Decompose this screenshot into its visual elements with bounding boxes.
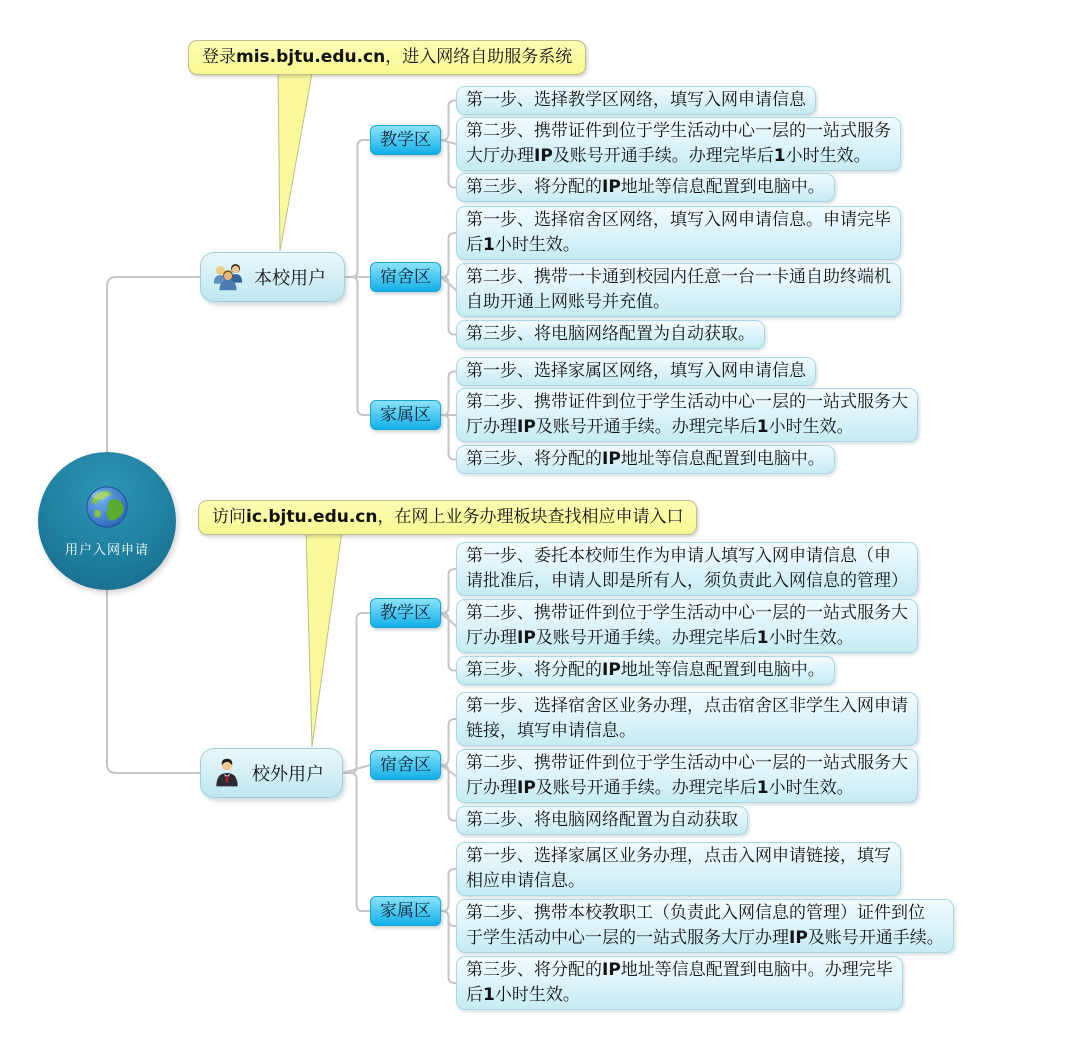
group-users-icon bbox=[211, 260, 245, 294]
root-node-label: 用户入网申请 bbox=[64, 543, 149, 558]
branch-node-label: 本校用户 bbox=[254, 268, 326, 289]
area-label-dorm-campus[interactable]: 宿舍区 bbox=[370, 262, 441, 292]
step-topic[interactable]: 第二步、携带证件到位于学生活动中心一层的一站式服务 大厅办理IP及账号开通手续。办理完毕后1小时生效。 bbox=[456, 117, 901, 171]
area-label-dorm-external[interactable]: 宿舍区 bbox=[370, 750, 441, 780]
area-label-family-campus[interactable]: 家属区 bbox=[370, 400, 441, 430]
callout-ic-portal[interactable]: 访问ic.bjtu.edu.cn，在网上业务办理板块查找相应申请入口 bbox=[198, 500, 697, 535]
step-topic[interactable]: 第二步、携带本校教职工（负责此入网信息的管理）证件到位 于学生活动中心一层的一站式服务大厅办理IP及账号开通手续。 bbox=[456, 899, 954, 953]
step-topic[interactable]: 第三步、将分配的IP地址等信息配置到电脑中。 bbox=[456, 656, 835, 685]
root-node[interactable] bbox=[38, 452, 176, 590]
step-topic[interactable]: 第二步、将电脑网络配置为自动获取 bbox=[456, 806, 748, 835]
step-topic[interactable]: 第二步、携带一卡通到校园内任意一台一卡通自助终端机 自助开通上网账号并充值。 bbox=[456, 263, 901, 317]
globe-icon bbox=[84, 484, 130, 534]
callout-tail bbox=[278, 68, 313, 251]
step-topic[interactable]: 第二步、携带证件到位于学生活动中心一层的一站式服务大 厅办理IP及账号开通手续。办理完毕后1小时生效。 bbox=[456, 599, 918, 653]
businessman-icon bbox=[211, 757, 243, 789]
area-label-teaching-campus[interactable]: 教学区 bbox=[370, 125, 441, 155]
step-topic[interactable]: 第二步、携带证件到位于学生活动中心一层的一站式服务大 厅办理IP及账号开通手续。办理完毕后1小时生效。 bbox=[456, 749, 918, 803]
step-topic[interactable]: 第三步、将电脑网络配置为自动获取。 bbox=[456, 320, 765, 349]
callout-tail bbox=[306, 531, 342, 747]
branch-node-external-users[interactable] bbox=[200, 748, 343, 798]
area-label-teaching-external[interactable]: 教学区 bbox=[370, 598, 441, 628]
step-topic[interactable]: 第一步、选择宿舍区业务办理，点击宿舍区非学生入网申请 链接，填写申请信息。 bbox=[456, 692, 918, 746]
step-topic[interactable]: 第一步、委托本校师生作为申请人填写入网申请信息（申 请批准后，申请人即是所有人，须负责此入网信息的管理） bbox=[456, 542, 918, 596]
area-label-family-external[interactable]: 家属区 bbox=[370, 896, 441, 926]
step-topic[interactable]: 第一步、选择宿舍区网络，填写入网申请信息。申请完毕 后1小时生效。 bbox=[456, 206, 901, 260]
branch-node-label: 校外用户 bbox=[252, 764, 324, 785]
step-topic[interactable]: 第二步、携带证件到位于学生活动中心一层的一站式服务大 厅办理IP及账号开通手续。办理完毕后1小时生效。 bbox=[456, 388, 918, 442]
branch-node-campus-users[interactable] bbox=[200, 252, 345, 302]
step-topic[interactable]: 第三步、将分配的IP地址等信息配置到电脑中。 bbox=[456, 173, 835, 202]
step-topic[interactable]: 第一步、选择家属区业务办理，点击入网申请链接，填写 相应申请信息。 bbox=[456, 842, 901, 896]
step-topic[interactable]: 第一步、选择家属区网络，填写入网申请信息 bbox=[456, 357, 816, 386]
step-topic[interactable]: 第三步、将分配的IP地址等信息配置到电脑中。 bbox=[456, 445, 835, 474]
callout-mis-login[interactable]: 登录mis.bjtu.edu.cn，进入网络自助服务系统 bbox=[188, 40, 586, 75]
step-topic[interactable]: 第三步、将分配的IP地址等信息配置到电脑中。办理完毕 后1小时生效。 bbox=[456, 956, 903, 1010]
step-topic[interactable]: 第一步、选择教学区网络，填写入网申请信息 bbox=[456, 86, 816, 115]
